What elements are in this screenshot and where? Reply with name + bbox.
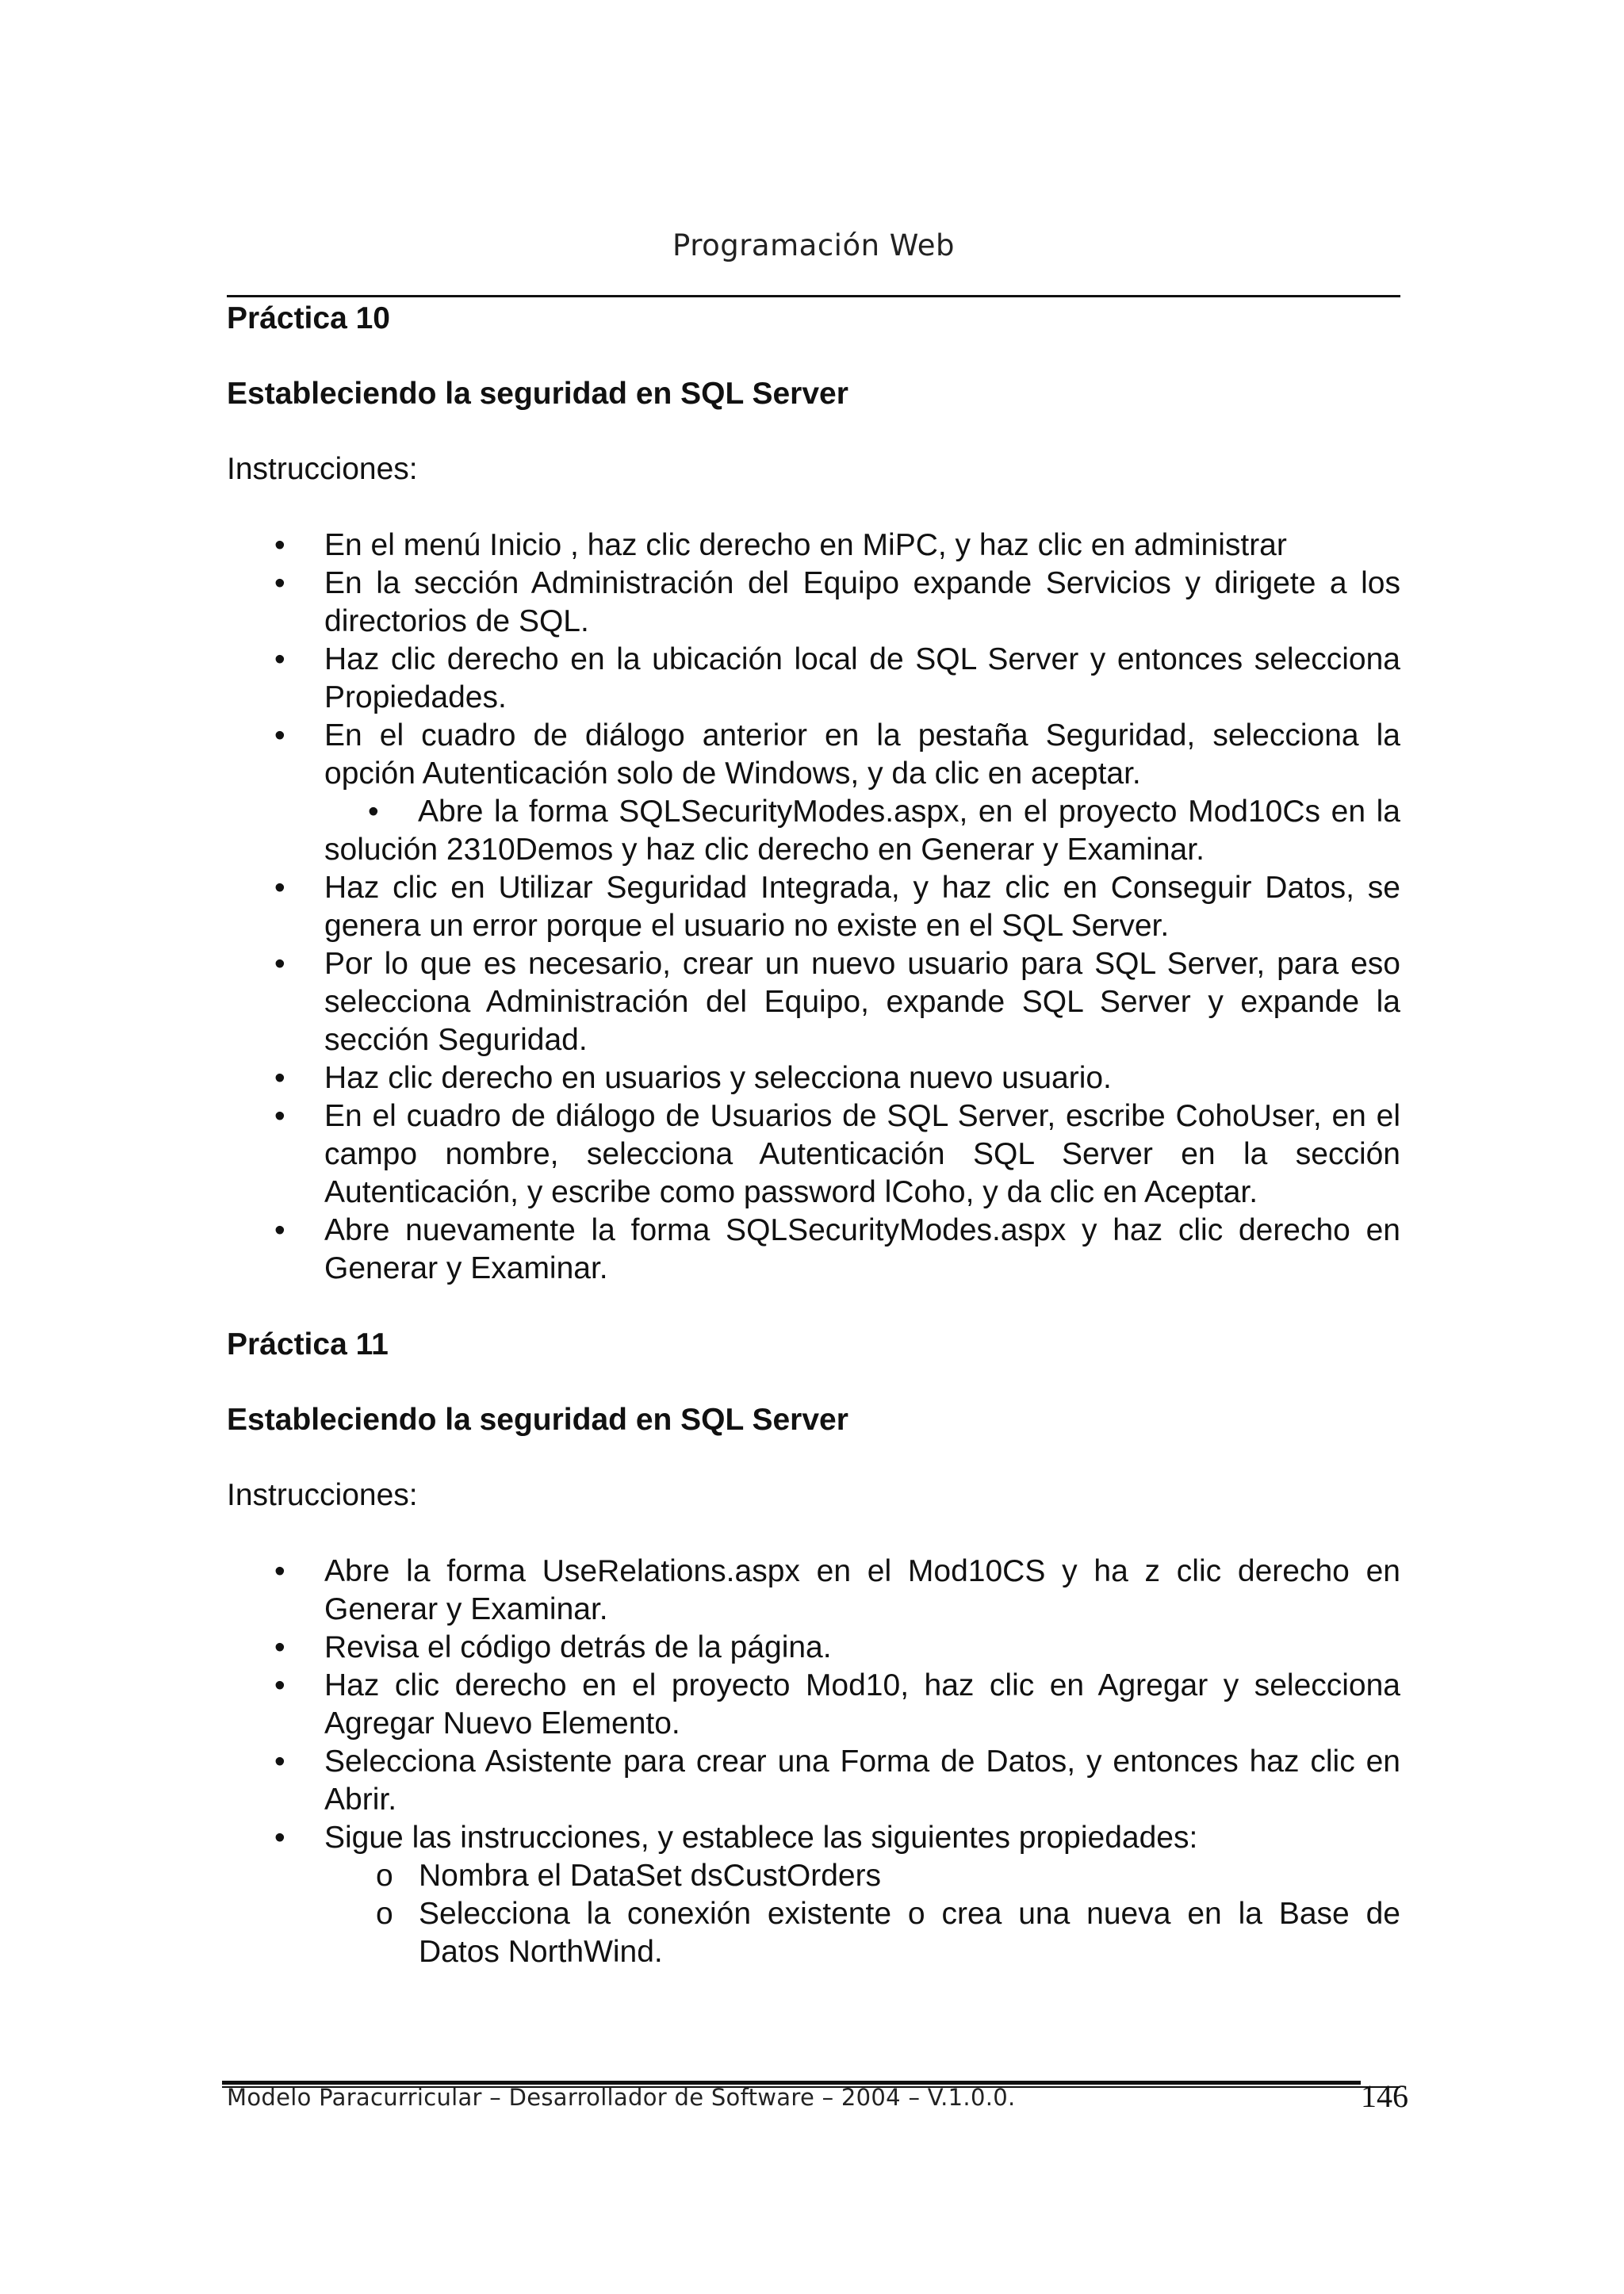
list-item: • En el cuadro de diálogo anterior en la pestaña Seguridad, selecciona la opción Autenticación solo de Windows, y da clic en aceptar. (227, 717, 1400, 793)
list-item: • Abre la forma UseRelations.aspx en el Mod10CS y ha z clic derecho en Generar y Examinar. (227, 1553, 1400, 1629)
sub-list-item: o Selecciona la conexión existente o crea una nueva en la Base de Datos NorthWind. (227, 1895, 1400, 1971)
sub-list (324, 1857, 1400, 1971)
list-item: • Selecciona Asistente para crear una Forma de Datos, y entonces haz clic en Abrir. (227, 1743, 1400, 1819)
list-item: • Por lo que es necesario, crear un nuevo usuario para SQL Server, para eso selecciona Administración del Equipo, expande SQL Server y expande la sección Seguridad. (227, 945, 1400, 1059)
instruction-list-practica-11 (227, 1553, 1400, 1971)
section-subtitle-practica-11: Estableciendo la seguridad en SQL Server (227, 1403, 848, 1437)
list-item: • Abre nuevamente la forma SQLSecurityModes.aspx y haz clic derecho en Generar y Examinar. (227, 1212, 1400, 1288)
page-number: 146 (1361, 2078, 1408, 2114)
running-header: Programación Web (672, 228, 955, 262)
page-content (227, 300, 1400, 1971)
instruction-list-practica-10 (227, 527, 1400, 1288)
list-item: • Haz clic derecho en el proyecto Mod10, haz clic en Agregar y selecciona Agregar Nuevo Elemento. (227, 1667, 1400, 1743)
section-title-practica-11: Práctica 11 (227, 1327, 389, 1361)
list-item-text: Sigue las instrucciones, y establece las siguientes propiedades: (324, 1821, 1198, 1855)
instructions-label-practica-11: Instrucciones: (227, 1478, 418, 1512)
footer-text: Modelo Paracurricular – Desarrollador de Software – 2004 – V.1.0.0. (227, 2084, 1016, 2111)
section-subtitle-practica-10: Estableciendo la seguridad en SQL Server (227, 377, 848, 411)
list-item: • En la sección Administración del Equipo expande Servicios y dirigete a los directorios de SQL. (227, 565, 1400, 641)
list-item: • En el menú Inicio , haz clic derecho en MiPC, y haz clic en administrar (227, 527, 1400, 565)
list-item: • Haz clic derecho en la ubicación local de SQL Server y entonces selecciona Propiedades. (227, 641, 1400, 717)
section-title-practica-10: Práctica 10 (227, 301, 390, 335)
list-item (227, 1819, 1400, 1971)
list-item: • Abre la forma SQLSecurityModes.aspx, en el proyecto Mod10Cs en la solución 2310Demos y haz clic derecho en Generar y Examinar. (227, 793, 1400, 869)
list-item: • Revisa el código detrás de la página. (227, 1629, 1400, 1667)
sub-list-item: o Nombra el DataSet dsCustOrders (227, 1857, 1400, 1895)
header-rule (227, 295, 1400, 297)
list-item: • Haz clic en Utilizar Seguridad Integrada, y haz clic en Conseguir Datos, se genera un error porque el usuario no existe en el SQL Server. (227, 869, 1400, 945)
list-item: • En el cuadro de diálogo de Usuarios de SQL Server, escribe CohoUser, en el campo nombre, selecciona Autenticación SQL Server en la sección Autenticación, y escribe como password lCoho, y da clic en Aceptar. (227, 1097, 1400, 1212)
list-item: • Haz clic derecho en usuarios y selecciona nuevo usuario. (227, 1059, 1400, 1097)
instructions-label-practica-10: Instrucciones: (227, 452, 418, 486)
